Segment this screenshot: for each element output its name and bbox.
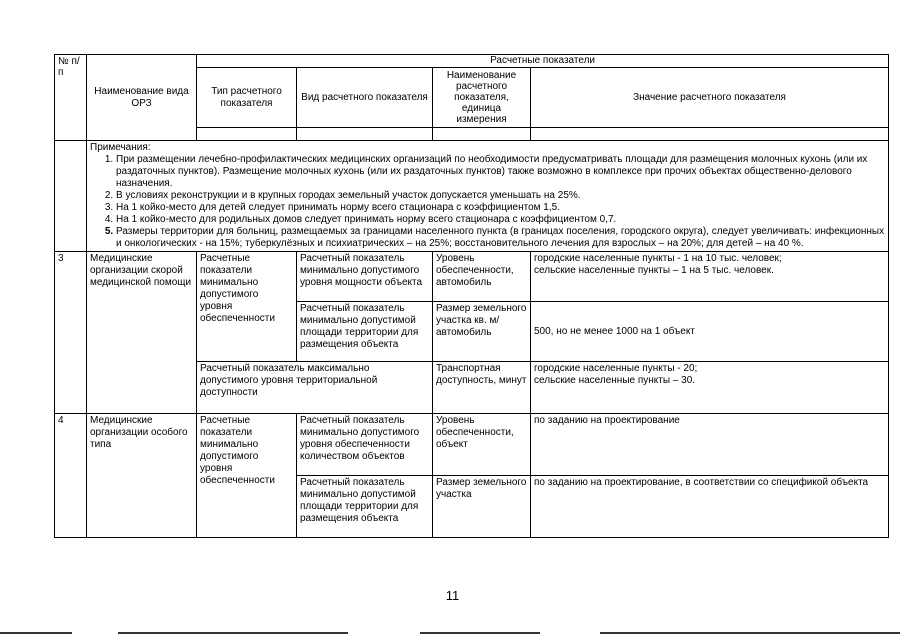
row4-value2: по заданию на проектирование, в соответствии со спецификой объекта — [531, 476, 889, 538]
row3-value2: 500, но не менее 1000 на 1 объект — [531, 302, 889, 362]
header-empty-cell — [433, 128, 531, 141]
note-item: 3. На 1 койко-место для детей следует принимать норму всего стационара с коэффициентом 1,5. — [116, 202, 885, 214]
row3-value3-line: городские населенные пункты - 20; — [534, 363, 698, 374]
header-type: Тип расчетного показателя — [197, 68, 297, 128]
notes-title: Примечания: — [90, 142, 151, 153]
row3-value1-line: городские населенные пункты - 1 на 10 тыс. человек; — [534, 253, 782, 264]
header-empty-cell — [531, 128, 889, 141]
row3-unit2: Размер земельного участка кв. м/автомобиль — [433, 302, 531, 362]
row4-value1: по заданию на проектирование — [531, 414, 889, 476]
header-group: Расчетные показатели — [197, 55, 889, 68]
header-kind: Вид расчетного показателя — [297, 68, 433, 128]
row4-kind1: Расчетный показатель минимально допустимого уровня обеспеченности количеством объектов — [297, 414, 433, 476]
row3-value3 — [531, 362, 889, 414]
row4-unit2: Размер земельного участка — [433, 476, 531, 538]
row3-unit3: Транспортная доступность, минут — [433, 362, 531, 414]
notes-cell — [87, 141, 889, 252]
header-unit: Наименование расчетного показателя, единица измерения — [433, 68, 531, 128]
notes-list — [90, 154, 885, 250]
note-item: 1. При размещении лечебно-профилактических медицинских организаций по необходимости предусматривать площади для размещения молочных кухонь (или их раздаточных пунктов). Размещение молочных кухонь (или их раздаточных пунктов) также возможно в комплексе при прочих объектах общественно-делового назначения. — [116, 154, 885, 190]
row4-unit1: Уровень обеспеченности, объект — [433, 414, 531, 476]
norms-table — [54, 54, 889, 538]
page-edge-rule — [420, 632, 540, 634]
row3-unit1: Уровень обеспеченности, автомобиль — [433, 252, 531, 302]
row3-kind1: Расчетный показатель минимально допустимого уровня мощности объекта — [297, 252, 433, 302]
header-value: Значение расчетного показателя — [531, 68, 889, 128]
note-item: 2. В условиях реконструкции и в крупных городах земельный участок допускается уменьшать на 25%. — [116, 190, 885, 202]
header-num: № п/п — [55, 55, 87, 141]
row3-value1 — [531, 252, 889, 302]
row3-type: Расчетные показатели минимально допустимого уровня обеспеченности — [197, 252, 297, 362]
row3-value1-line: сельские населенные пункты – 1 на 5 тыс. человек. — [534, 265, 774, 276]
row4-num: 4 — [55, 414, 87, 538]
page-number: 11 — [445, 588, 460, 603]
header-empty-cell — [197, 128, 297, 141]
page-edge-rule — [118, 632, 348, 634]
row3-name: Медицинские организации скорой медицинской помощи — [87, 252, 197, 414]
notes-num-cell — [55, 141, 87, 252]
note-item: 5. Размеры территории для больниц, размещаемых за границами населенного пункта (в границах поселения, городского округа), следует увеличивать: инфекционных и онкологических - на 15%; туберкулёзных и психиатрических – на 25%; восстановительного лечения для взрослых – на 20%; для детей – на 40 %. — [116, 226, 885, 250]
header-empty-cell — [297, 128, 433, 141]
note-item: 4. На 1 койко-место для родильных домов следует принимать норму всего стационара с коэффициентом 0,7. — [116, 214, 885, 226]
header-name: Наименование вида ОРЗ — [87, 55, 197, 141]
row4-name: Медицинские организации особого типа — [87, 414, 197, 538]
row3-kind2: Расчетный показатель минимально допустимой площади территории для размещения объекта — [297, 302, 433, 362]
row3-value3-line: сельские населенные пункты – 30. — [534, 375, 696, 386]
row4-type: Расчетные показатели минимально допустимого уровня обеспеченности — [197, 414, 297, 538]
row3-num: 3 — [55, 252, 87, 414]
row4-kind2: Расчетный показатель минимально допустимой площади территории для размещения объекта — [297, 476, 433, 538]
page-edge-rule — [600, 632, 900, 634]
row3-max-label: Расчетный показатель максимально допустимого уровня территориальной доступности — [197, 362, 433, 414]
page-edge-rule — [0, 632, 72, 634]
